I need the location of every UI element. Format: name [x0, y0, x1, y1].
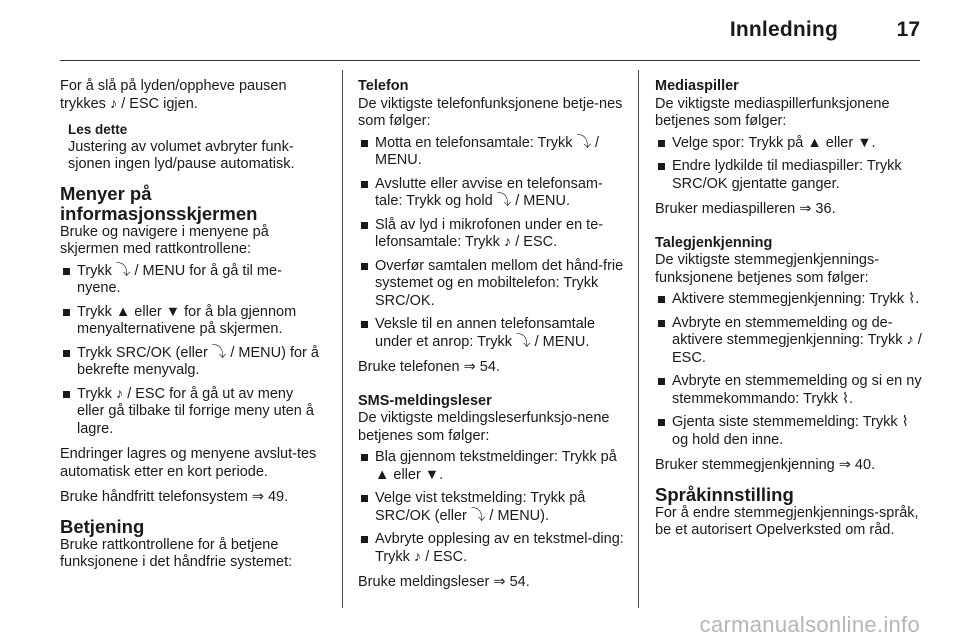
phone-intro: De viktigste telefonfunksjonene betje-nes som følger:	[358, 95, 623, 129]
media-heading: Mediaspiller	[655, 78, 739, 94]
menus-heading: Menyer på informasjonsskjermen	[60, 182, 258, 224]
phone-reference: Bruke telefonen ⇒ 54.	[358, 359, 500, 375]
list-item: Trykk ▲ eller ▼ for å bla gjennom menyalternativene på skjermen.	[60, 304, 322, 339]
voice-reference: Bruker stemmegjenkjenning ⇒ 40.	[655, 457, 876, 473]
menus-intro: Bruke og navigere i menyene på skjermen med rattkontrollene:	[60, 223, 269, 257]
operation-heading: Betjening	[60, 515, 145, 537]
sms-reference: Bruke meldingsleser ⇒ 54.	[358, 574, 530, 590]
list-item: Endre lydkilde til mediaspiller: Trykk SRC/OK gjentatte ganger.	[655, 158, 923, 193]
note-body: Justering av volumet avbryter funk-sjonen ingen lyd/pause automatisk.	[68, 138, 295, 172]
section-title: Innledning	[729, 18, 838, 41]
header-rule	[60, 60, 920, 61]
media-intro: De viktigste mediaspillerfunksjonene betjenes som følger:	[655, 95, 890, 129]
list-item: Avbryte opplesing av en tekstmel-ding: Trykk ♪ / ESC.	[358, 531, 626, 566]
list-item: Gjenta siste stemmemelding: Trykk ⌇ og hold den inne.	[655, 414, 923, 449]
menus-save-text: Endringer lagres og menyene avslut-tes automatisk etter en kort periode.	[60, 446, 317, 480]
page-header	[0, 0, 960, 62]
column-3	[655, 78, 923, 548]
list-item: Avbryte en stemmemelding og de-aktivere stemmegjenkjenning: Trykk ♪ / ESC.	[655, 315, 923, 368]
media-reference: Bruker mediaspilleren ⇒ 36.	[655, 201, 836, 217]
voice-intro: De viktigste stemmegjenkjennings-funksjonene betjenes som følger:	[655, 252, 880, 286]
handsfree-reference: Bruke håndfritt telefonsystem ⇒ 49.	[60, 489, 289, 505]
phone-list	[358, 135, 626, 352]
mute-intro: For å slå på lyden/oppheve pausen trykkes ♪ / ESC igjen.	[60, 78, 287, 112]
note-title: Les dette	[68, 122, 128, 137]
phone-heading: Telefon	[358, 78, 409, 94]
list-item: Trykk ♪ / ESC for å gå ut av meny eller gå tilbake til forrige meny uten å lagre.	[60, 386, 322, 439]
language-body: For å endre stemmegjenkjennings-språk, be et autorisert Opelverksted om råd.	[655, 504, 919, 538]
list-item: Bla gjennom tekstmeldinger: Trykk på ▲ eller ▼.	[358, 449, 626, 484]
column-divider-1	[342, 70, 343, 608]
list-item: Overfør samtalen mellom det hånd-frie systemet og en mobiltelefon: Trykk SRC/OK.	[358, 258, 626, 311]
list-item: Avbryte en stemmemelding og si en ny stemmekommando: Trykk ⌇.	[655, 373, 923, 408]
media-list	[655, 135, 923, 194]
list-item: Trykk ⤵ / MENU for å gå til me-nyene.	[60, 263, 322, 298]
list-item: Veksle til en annen telefonsamtale under et anrop: Trykk ⤵ / MENU.	[358, 316, 626, 351]
list-item: Velge vist tekstmelding: Trykk på SRC/OK (eller ⤵ / MENU).	[358, 490, 626, 525]
voice-list	[655, 291, 923, 449]
page-number: 17	[896, 18, 920, 41]
sms-intro: De viktigste meldingsleserfunksjo-nene betjenes som følger:	[358, 410, 610, 444]
watermark: carmanualsonline.info	[699, 612, 920, 637]
column-2	[358, 78, 626, 600]
menus-list	[60, 263, 322, 439]
sms-list	[358, 449, 626, 566]
list-item: Aktivere stemmegjenkjenning: Trykk ⌇.	[655, 291, 923, 309]
list-item: Velge spor: Trykk på ▲ eller ▼.	[655, 135, 923, 153]
column-1	[60, 78, 322, 580]
operation-body: Bruke rattkontrollene for å betjene funksjonene i det håndfrie systemet:	[60, 536, 293, 570]
language-heading: Språkinnstilling	[655, 483, 794, 505]
list-item: Motta en telefonsamtale: Trykk ⤵ / MENU.	[358, 135, 626, 170]
column-divider-2	[638, 70, 639, 608]
voice-heading: Talegjenkjenning	[655, 234, 773, 251]
list-item: Trykk SRC/OK (eller ⤵ / MENU) for å bekrefte menyvalg.	[60, 345, 322, 380]
sms-heading: SMS-meldingsleser	[358, 392, 492, 409]
list-item: Slå av lyd i mikrofonen under en te-lefonsamtale: Trykk ♪ / ESC.	[358, 217, 626, 252]
list-item: Avslutte eller avvise en telefonsam-tale: Trykk og hold ⤵ / MENU.	[358, 176, 626, 211]
